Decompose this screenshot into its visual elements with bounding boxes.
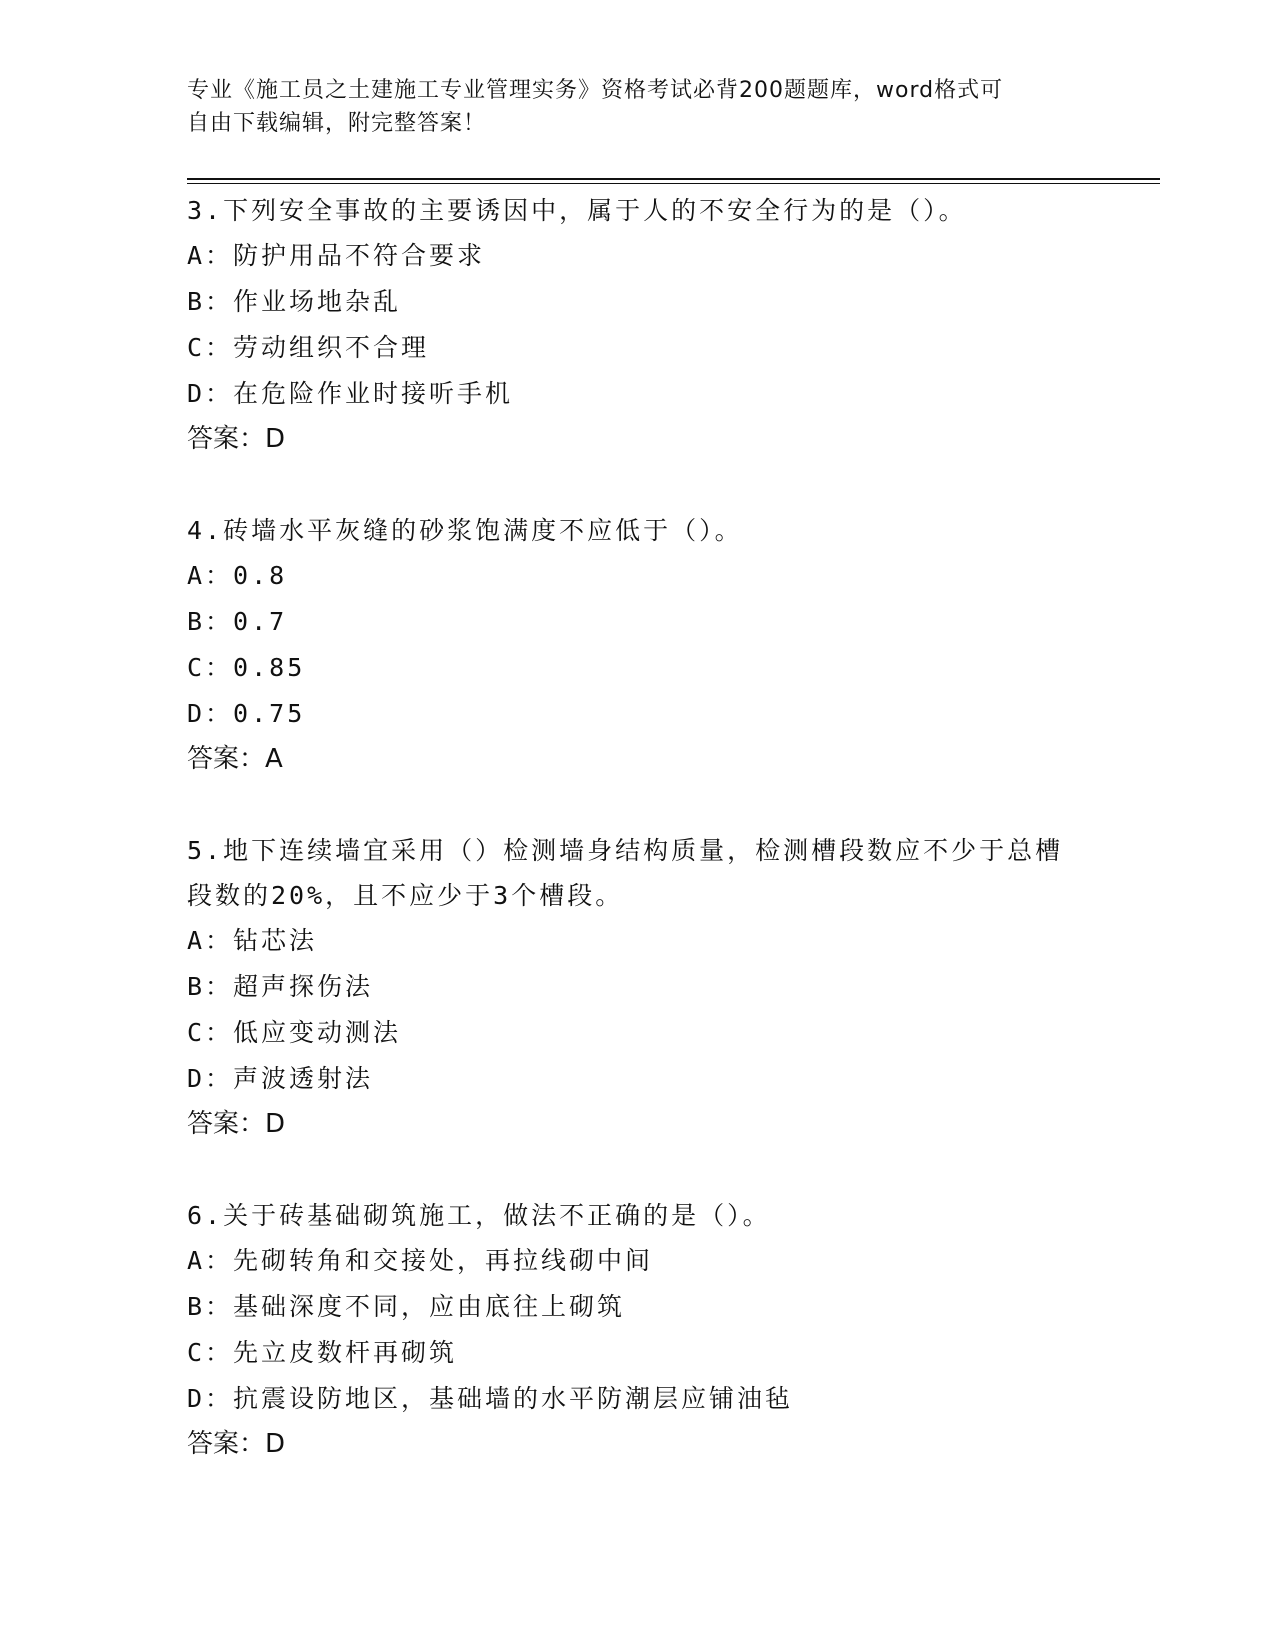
header-title-line-1: 专业《施工员之土建施工专业管理实务》资格考试必背200题题库，word格式可 [187, 78, 1004, 103]
option-b: B：0.7 [187, 607, 288, 636]
option-b: B：超声探伤法 [187, 972, 374, 1001]
answer-line: 答案：D [187, 1109, 286, 1139]
header-divider-thin [187, 183, 1160, 184]
option-b: B：作业场地杂乱 [187, 287, 402, 316]
question-item [187, 1193, 1087, 1467]
question-stem: 5.地下连续墙宜采用（）检测墙身结构质量，检测槽段数应不少于总槽段数的20%，且不应少于3个槽段。 [187, 836, 1064, 910]
option-a: A：0.8 [187, 561, 288, 590]
option-d: D：在危险作业时接听手机 [187, 379, 514, 408]
option-b: B：基础深度不同，应由底往上砌筑 [187, 1292, 626, 1321]
option-d: D：声波透射法 [187, 1064, 374, 1093]
question-item [187, 188, 1087, 462]
option-c: C：劳动组织不合理 [187, 333, 430, 362]
question-item [187, 508, 1087, 782]
header-title-line-2: 自由下载编辑，附完整答案！ [187, 111, 487, 136]
answer-line: 答案：D [187, 424, 286, 454]
question-stem: 6.关于砖基础砌筑施工，做法不正确的是（）。 [187, 1201, 771, 1230]
option-c: C：先立皮数杆再砌筑 [187, 1338, 458, 1367]
answer-line: 答案：D [187, 1429, 286, 1459]
option-c: C：0.85 [187, 653, 306, 682]
question-list [187, 188, 1087, 1513]
option-d: D：抗震设防地区，基础墙的水平防潮层应铺油毡 [187, 1384, 794, 1413]
question-stem: 3.下列安全事故的主要诱因中，属于人的不安全行为的是（）。 [187, 196, 967, 225]
option-a: A：先砌转角和交接处，再拉线砌中间 [187, 1246, 654, 1275]
option-d: D：0.75 [187, 699, 306, 728]
question-stem: 4.砖墙水平灰缝的砂浆饱满度不应低于（）。 [187, 516, 743, 545]
option-c: C：低应变动测法 [187, 1018, 402, 1047]
option-a: A：防护用品不符合要求 [187, 241, 486, 270]
answer-line: 答案：A [187, 744, 283, 774]
document-header [187, 74, 1087, 140]
question-item [187, 828, 1087, 1147]
option-a: A：钻芯法 [187, 926, 318, 955]
header-divider-thick [187, 178, 1160, 180]
